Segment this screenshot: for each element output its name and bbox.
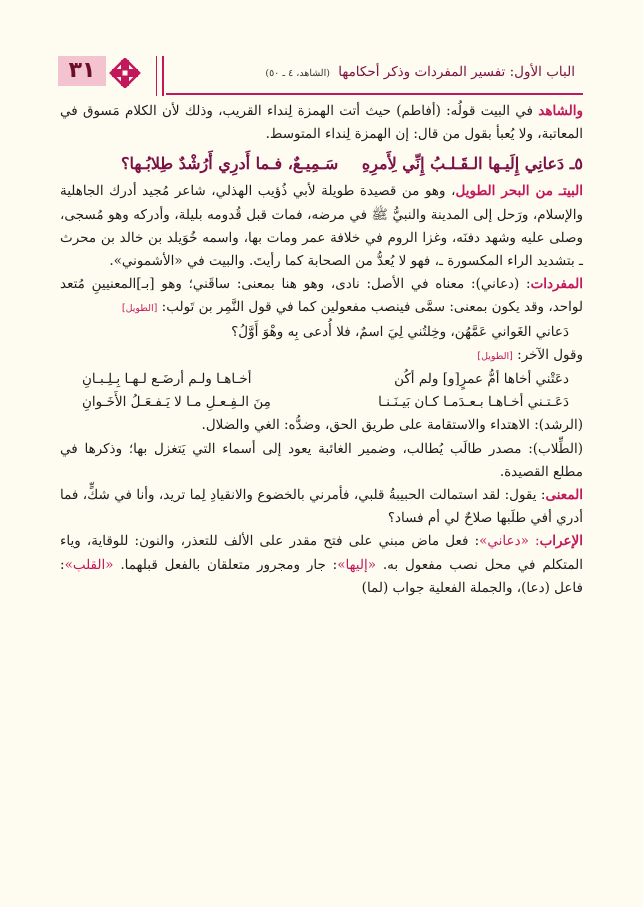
other-intro bbox=[60, 344, 583, 368]
bayt-text: ، وهو من قصيدة طويلة لأبي ذُؤيب الهذلي، شاعر مُجيد أدرك الجاهلية والإسلام، ورَحل إلى المدينة والنبيُّ ﷺ في مرضه، فمات قبل قُدومه بليلة، وأدركه وهو مُسجى، وصلى عليه وشهد دفنَه، وغزا الروم في خلافة عمر ومات بها، واسمه خُوَيلد بن خالد بن محرث ـ بتشديد الراء المكسورة ـ، فهو لا يُعدُّ من الصحابة كما رأيتَ. والبيت في «الأشموني». bbox=[60, 183, 583, 270]
irab-qalb: «القلب» bbox=[64, 556, 114, 573]
irab-text-4: : فاعل (دعا)، والجملة الفعلية جواب (لما) bbox=[60, 556, 583, 596]
header-divider bbox=[162, 56, 164, 96]
irab-label: الإعراب bbox=[539, 533, 583, 550]
verse-heading bbox=[60, 152, 583, 176]
poem-line-3-second: مِنَ الـفِـعـلِ مـا لا يَـفـعَـلُ الأَخَـوانِ bbox=[82, 394, 271, 411]
verse-first-hemistich: دَعانِي إِلَيـها الـقَـلـبُ إِنِّي لِأَمرِهِ bbox=[361, 154, 565, 174]
irab-ilayha: «إليها» bbox=[337, 556, 376, 573]
mana-paragraph bbox=[60, 484, 583, 530]
verse-second-hemistich: سَـمِيـعٌ، فـما أَدرِي أَرُشْدٌ طِلابُـها؟ bbox=[120, 154, 339, 174]
irab-paragraph bbox=[60, 530, 583, 600]
mana-label: المعنى bbox=[545, 487, 583, 504]
tilab-paragraph: (الطِّلاب): مصدر طالَب يُطالب، وضمير الغائبة يعود إلى أسماء التي يَتغزل بها؛ وذكرها في مطلع القصيدة. bbox=[60, 440, 583, 480]
header-divider-thin bbox=[156, 56, 157, 96]
running-title bbox=[265, 64, 575, 80]
irab-text-2: : فعل ماض مبني على فتح مقدر على الألف للتعذر، والنون: للوقاية، وياء المتكلم في محل نصب مفعول به. bbox=[60, 533, 583, 573]
rushd-paragraph: (الرشد): الاهتداء والاستقامة على طريق الحق، وضدُّه: الغي والضلال. bbox=[201, 417, 583, 434]
bayt-paragraph bbox=[60, 180, 583, 273]
poem-line-3-first: دَعَـتـني أخـاهـا بـعـدَمـا كـان بَيـنَـنـا bbox=[378, 394, 569, 411]
header-rule bbox=[166, 93, 583, 95]
bayt-label: البيتـ من البحر الطويل bbox=[455, 183, 583, 200]
ornament-icon bbox=[108, 58, 142, 88]
chapter-title: الباب الأول: تفسير المفردات وذكر أحكامها bbox=[338, 64, 575, 80]
poem-line-2 bbox=[60, 368, 583, 391]
shahid-text: في البيت قولُه: (أفاطم) حيث أتت الهمزة لِنداء القريب، وذلك لأن الكلام مَسوق في المعاتبة، ولا يُعبأ بقول من قال: إن الهمزة لِنداء المتوسط. bbox=[60, 103, 583, 143]
poem-line-3 bbox=[60, 391, 583, 414]
mufradat-paragraph bbox=[60, 273, 583, 320]
mufradat-text: : (دعاني): معناه في الأصل: نادى، وهو هنا بمعنى: ساقَني؛ وهو [بـ]المعنيينِ مُتعد لواحد، وقد يكون بمعنى: سمَّى فينصب مفعولين كما في قول النَّمِر بن تَولب: bbox=[60, 276, 583, 316]
poem-line-2-first: دعَتْني أخاها أمُّ عمرٍ[و] ولم أكُن bbox=[394, 371, 569, 388]
meter-tag-2: [الطويل] bbox=[477, 350, 513, 362]
meter-tag: [الطويل] bbox=[121, 303, 158, 315]
poem-line-2-second: أخـاهـا ولـم أرضَـع لـهـا بِـلِـبـانِ bbox=[82, 371, 252, 388]
poem-line-1: دَعاني الغَواني عَمَّهُن، وخِلتُني لِيَ اسمٌ، فلا أُدعى بِه وهْوَ أَوَّلُ؟ bbox=[231, 323, 569, 340]
shahid-label: والشاهد bbox=[538, 103, 583, 119]
page-body bbox=[60, 100, 583, 600]
range-label: (الشاهد، ٤ ـ ٥٠) bbox=[265, 68, 330, 79]
mana-text: : يقول: لقد استمالت الحبيبةُ قلبي، فأمرني بالخضوع والانقيادِ لِما تريد، وأنا في شكٍّ، فما أدري أفي طلَبها صلاحٌ لي أم فساد؟ bbox=[60, 487, 583, 527]
other-intro-text: وقول الآخر: bbox=[517, 346, 583, 363]
shahid-paragraph bbox=[60, 100, 583, 146]
verse-number: ٥ـ bbox=[569, 154, 583, 174]
page-header bbox=[58, 52, 583, 98]
irab-text-3: : جار ومجرور متعلقان بالفعل قبلهما. bbox=[113, 556, 338, 573]
page-number: ٣١ bbox=[58, 56, 106, 86]
irab-daani: : «دعاني» bbox=[479, 533, 540, 550]
mufradat-label: المفردات bbox=[530, 276, 583, 293]
